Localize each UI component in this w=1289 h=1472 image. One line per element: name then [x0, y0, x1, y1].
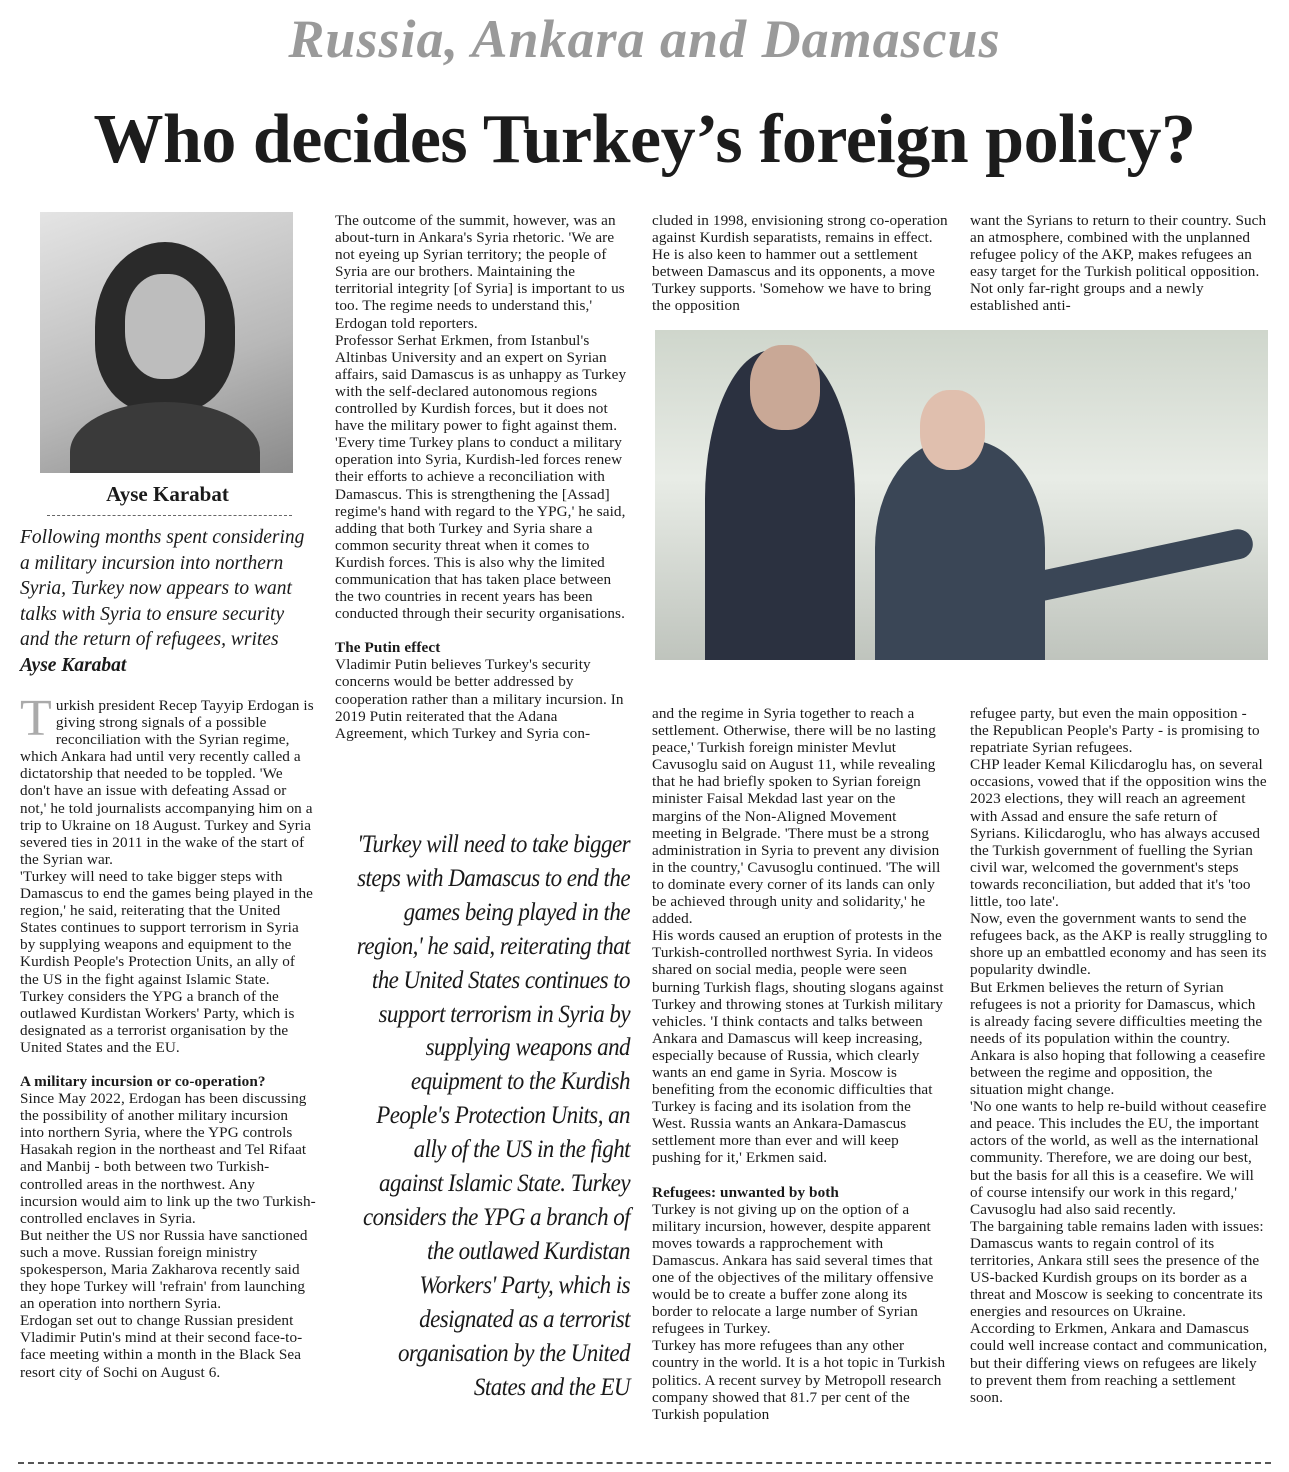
article-column-4-top: want the Syrians to return to their country. Such an atmosphere, combined with the unplanned refugee policy of the AKP, makes refugees an easy target for the Turkish political opposition. Not only far-right groups and a newly established anti- — [970, 212, 1267, 315]
divider — [47, 515, 292, 516]
standfirst: Following months spent considering a military incursion into northern Syria, Turkey now appears to want talks with Syria to ensure security and the return of refugees, writes Ayse Karabat — [20, 527, 305, 676]
article-column-3: and the regime in Syria together to reach a settlement. Otherwise, there will be no lasting peace,' Turkish foreign minister Mevlut Cavusoglu said on August 11, while revealing that he had briefly spoken to Syrian foreign minister Faisal Mekdad last year on the margins of the Non-Aligned Movement meeting in Belgrade. 'There must be a strong administration in Syria to prevent any division in the country,' Cavusoglu continued. 'The will to dominate every corner of its lands can only be achieved through unity and solidarity,' he added. His words caused an eruption of protests in the Turkish-controlled northwest Syria. In videos shared on social media, people were seen burning Turkish flags, shouting slogans against Turkey and throwing stones at Turkish military vehicles. 'I think contacts and talks between Ankara and Damascus will keep increasing, especially because of Russia, which clearly wants an end game in Syria. Moscow is benefiting from the economic difficulties that Turkey is facing and its isolation from the West. Russia wants an Ankara-Damascus settlement more than ever and will keep pushing for it,' Erkmen said. Refugees: unwanted by both Turkey is not giving up on the option of a military incursion, however, despite apparent moves towards a rapprochement with Damascus. Ankara has said several times that one of the objectives of the military offensive would be to create a buffer zone along its border to relocate a large number of Syrian refugees in Turkey. Turkey has more refugees than any other country in the world. It is a hot topic in Turkish politics. A recent survey by Metropoll research company showed that 81.7 per cent of the Turkish population — [652, 705, 948, 1423]
standfirst-author: Ayse Karabat — [20, 654, 127, 676]
erdogan-putin-photo — [655, 330, 1268, 660]
author-name: Ayse Karabat — [106, 482, 229, 506]
article-column-4: refugee party, but even the main opposition - the Republican People's Party - is promising to repatriate Syrian refugees. CHP leader Kemal Kilicdaroglu has, on several occasions, vowed that if the opposition wins the 2023 elections, they will reach an agreement with Assad and ensure the safe return of Syrians. Kilicdaroglu, who has always accused the Turkish government of fuelling the Syrian civil war, welcomed the government's steps towards reconciliation, but added that it's 'too little, too late'. Now, even the government wants to send the refugees back, as the AKP is really struggling to shore up an embattled economy and has seen its popularity dwindle. But Erkmen believes the return of Syrian refugees is not a priority for Damascus, which is already facing severe difficulties meeting the needs of its population within the country. Ankara is also hoping that following a ceasefire between the regime and opposition, the situation might change. 'No one wants to help re-build without ceasefire and peace. This includes the EU, the important actors of the world, as well as the international community. Therefore, we are doing our best, but the basis for all this is a ceasefire. We will of course intensify our work in this regard,' Cavusoglu had also said recently. The bargaining table remains laden with issues: Damascus wants to regain control of its territories, Ankara still sees the presence of the US-backed Kurdish groups on its border as a threat and Moscow is seeking to concentrate its energies and resources on Ukraine. According to Erkmen, Ankara and Damascus could well increase contact and communication, but their differing views on refugees are likely to prevent them from reaching a settlement soon. — [970, 705, 1268, 1406]
pull-quote: 'Turkey will need to take bigger steps with Damascus to end the games being played in the region,' he said, reiterating that the United States continues to support terrorism in Syria by supplying weapons and equipment to the Kurdish People's Protection Units, an ally of the US in the fight against Islamic State. Turkey considers the YPG a branch of the outlawed Kurdistan Workers' Party, which is designated as a terrorist organisation by the United States and the EU — [356, 831, 630, 1401]
headline: Who decides Turkey’s foreign policy? — [93, 101, 1196, 178]
article-column-2: The outcome of the summit, however, was an about-turn in Ankara's Syria rhetoric. 'We are not eyeing up Syrian territory; the people of Syria are our brothers. Maintaining the territorial integrity [of Syria] is important to us too. The regime needs to understand this,' Erdogan told reporters. Professor Serhat Erkmen, from Istanbul's Altinbas University and an expert on Syrian affairs, said Damascus is as unhappy as Turkey with the self-declared autonomous regions controlled by Kurdish forces, but it does not have the military power to fight against them. 'Every time Turkey plans to conduct a military operation into Syria, Kurdish-led forces renew their efforts to achieve a reconciliation with Damascus. This is strengthening the [Assad] regime's hand with regard to the YPG,' he said, adding that both Turkey and Syria share a common security threat when it comes to Kurdish forces. This is also why the limited communication that has taken place between the two countries in recent years has been conducted through their security organisations. The Putin effect Vladimir Putin believes Turkey's security concerns would be better addressed by cooperation rather than a military incursion. In 2019 Putin reiterated that the Adana Agreement, which Turkey and Syria con- — [335, 212, 631, 742]
article-column-1: Turkish president Recep Tayyip Erdogan is giving strong signals of a possible reconciliation with the Syrian regime, which Ankara had until very recently called a dictatorship that needed to be toppled. 'We don't have an issue with defeating Assad or not,' he told journalists accompanying him on a trip to Ukraine on 18 August. Turkey and Syria severed ties in 2011 in the wake of the start of the Syrian war. 'Turkey will need to take bigger steps with Damascus to end the games being played in the region,' he said, reiterating that the United States continues to support terrorism in Syria by supplying weapons and equipment to the Kurdish People's Protection Units, an ally of the US in the fight against Islamic State. Turkey considers the YPG a branch of the outlawed Kurdistan Workers' Party, which is designated as a terrorist organisation by the United States and the EU. A military incursion or co-operation? Since May 2022, Erdogan has been discussing the possibility of another military incursion into northern Syria, where the YPG controls Hasakah region in the northeast and Tel Rifaat and Manbij - both between two Turkish-controlled areas in the northwest. Any incursion would aim to link up the two Turkish-controlled enclaves in Syria. But neither the US nor Russia have sanctioned such a move. Russian foreign ministry spokesperson, Maria Zakharova recently said they hope Turkey will 'refrain' from launching an operation into northern Syria. Erdogan set out to change Russian president Vladimir Putin's mind at their second face-to-face meeting within a month in the Black Sea resort city of Sochi on August 6. — [20, 690, 316, 1381]
page-divider — [18, 1462, 1271, 1464]
author-photo — [40, 212, 293, 473]
subheading: Refugees: unwanted by both — [652, 1183, 839, 1201]
article-column-3-top: cluded in 1998, envisioning strong co-operation against Kurdish separatists, remains in effect. He is also keen to hammer out a settlement between Damascus and its opponents, a move Turkey supports. 'Somehow we have to bring the opposition — [652, 212, 948, 315]
subheading: The Putin effect — [335, 639, 441, 657]
subheading: A military incursion or co-operation? — [20, 1072, 266, 1090]
section-kicker: Russia, Ankara and Damascus — [288, 9, 1001, 69]
drop-cap: T — [20, 690, 52, 747]
